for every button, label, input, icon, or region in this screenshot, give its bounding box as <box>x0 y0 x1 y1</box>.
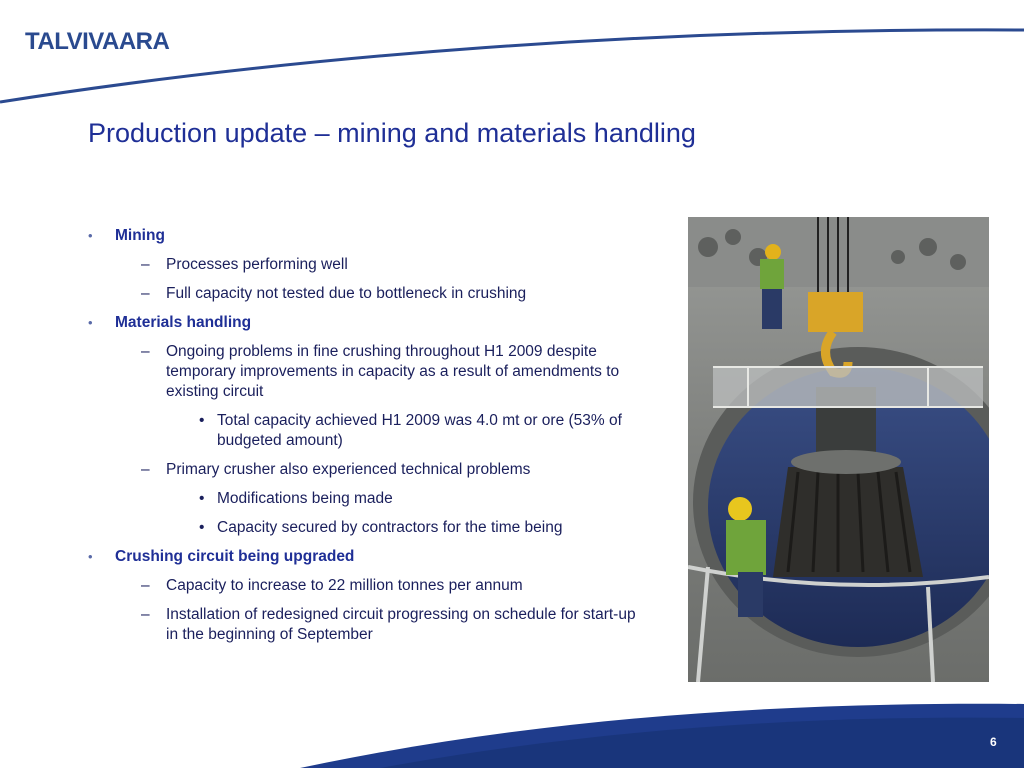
dash-icon: – <box>141 577 150 594</box>
bullet-icon: • <box>199 490 205 507</box>
list-item: • Total capacity achieved H1 2009 was 4.0 mt or ore (53% of budgeted amount) <box>199 412 622 449</box>
list-item: • Modifications being made <box>199 490 393 507</box>
dash-icon: – <box>141 343 150 360</box>
list-item: – Ongoing problems in fine crushing throughout H1 2009 despite temporary improvements in capacity as a result of amendments to existing circuit <box>141 343 620 400</box>
page-number: 6 <box>990 735 997 749</box>
bullet-icon: • <box>88 228 93 243</box>
list-item: – Processes performing well <box>141 256 348 273</box>
slide-title: Production update – mining and materials handling <box>88 118 696 148</box>
bullet-icon: • <box>199 412 205 429</box>
bullet-icon: • <box>199 519 205 536</box>
list-item: – Installation of redesigned circuit progressing on schedule for start-up in the beginning of September <box>141 606 636 643</box>
bullet-mining: • Mining <box>88 227 165 244</box>
list-item: – Capacity to increase to 22 million tonnes per annum <box>141 577 523 594</box>
dash-icon: – <box>141 285 150 302</box>
bullet-materials-handling: • Materials handling <box>88 314 252 331</box>
dash-icon: – <box>141 606 150 623</box>
slide-content <box>88 226 648 654</box>
dash-icon: – <box>141 461 150 478</box>
bullet-icon: • <box>88 315 93 330</box>
bullet-icon: • <box>88 549 93 564</box>
list-item: • Capacity secured by contractors for the time being <box>199 519 563 536</box>
crusher-installation-photo <box>688 217 989 682</box>
list-item: – Full capacity not tested due to bottleneck in crushing <box>141 285 527 302</box>
talvivaara-logo: TALVIVAARA <box>25 28 170 55</box>
footer-wave <box>0 680 1024 768</box>
bullet-crushing-circuit: • Crushing circuit being upgraded <box>88 548 355 565</box>
list-item: – Primary crusher also experienced technical problems <box>141 461 531 478</box>
dash-icon: – <box>141 256 150 273</box>
